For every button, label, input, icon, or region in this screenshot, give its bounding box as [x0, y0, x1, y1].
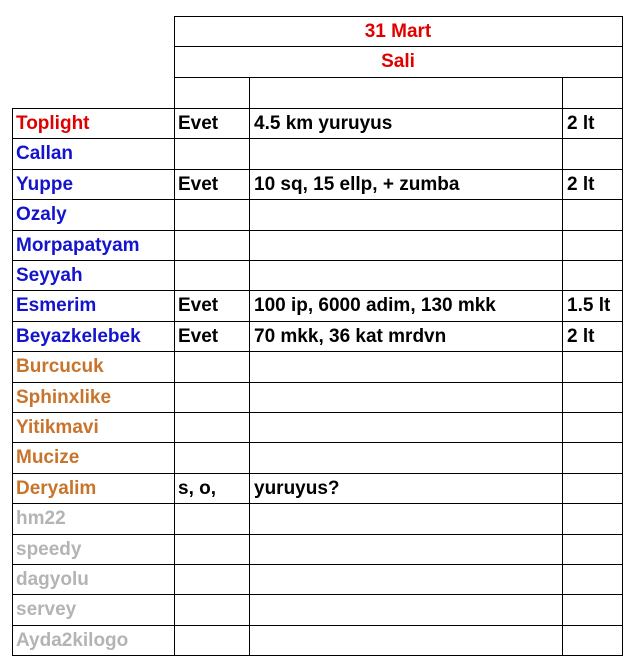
activity-cell: 10 sq, 15 ellp, + zumba [254, 174, 460, 195]
attended-cell: Evet [178, 326, 219, 347]
member-name: Toplight [16, 113, 90, 134]
grid-line [174, 46, 623, 47]
grid-line [12, 564, 623, 565]
grid-line [174, 16, 623, 17]
member-name: Yitikmavi [16, 417, 99, 438]
member-name: Esmerim [16, 295, 97, 316]
member-name: Deryalim [16, 478, 97, 499]
attended-cell: Evet [178, 295, 219, 316]
activity-cell: 100 ip, 6000 adim, 130 mkk [254, 295, 496, 316]
member-name: Sphinxlike [16, 387, 112, 408]
activity-cell: 70 mkk, 36 kat mrdvn [254, 326, 447, 347]
activity-cell: 4.5 km yuruyus [254, 113, 393, 134]
grid-line [249, 77, 250, 656]
grid-line [174, 16, 175, 656]
member-name: Callan [16, 143, 74, 164]
attended-cell: Evet [178, 174, 219, 195]
water-cell: 1.5 lt [567, 295, 611, 316]
grid-line [562, 77, 563, 656]
header-date: 31 Mart [364, 21, 432, 42]
member-name: speedy [16, 539, 82, 560]
member-name: Mucize [16, 447, 80, 468]
header-day: Sali [381, 51, 415, 72]
water-cell: 2 lt [567, 326, 595, 347]
grid-line [12, 534, 623, 535]
member-name: Yuppe [16, 174, 74, 195]
grid-line [12, 442, 623, 443]
attended-cell: s, o, [178, 478, 217, 499]
member-name: servey [16, 599, 77, 620]
water-cell: 2 lt [567, 174, 595, 195]
member-name: Beyazkelebek [16, 326, 141, 347]
member-name: Ozaly [16, 204, 67, 225]
grid-line [174, 77, 623, 78]
grid-line [622, 16, 623, 656]
member-name: Burcucuk [16, 356, 104, 377]
member-name: hm22 [16, 508, 66, 529]
member-name: Seyyah [16, 265, 83, 286]
water-cell: 2 lt [567, 113, 595, 134]
grid-line [12, 594, 623, 595]
member-name: Ayda2kilogo [16, 630, 129, 651]
member-name: Morpapatyam [16, 235, 140, 256]
attended-cell: Evet [178, 113, 219, 134]
member-name: dagyolu [16, 569, 89, 590]
activity-cell: yuruyus? [254, 478, 340, 499]
